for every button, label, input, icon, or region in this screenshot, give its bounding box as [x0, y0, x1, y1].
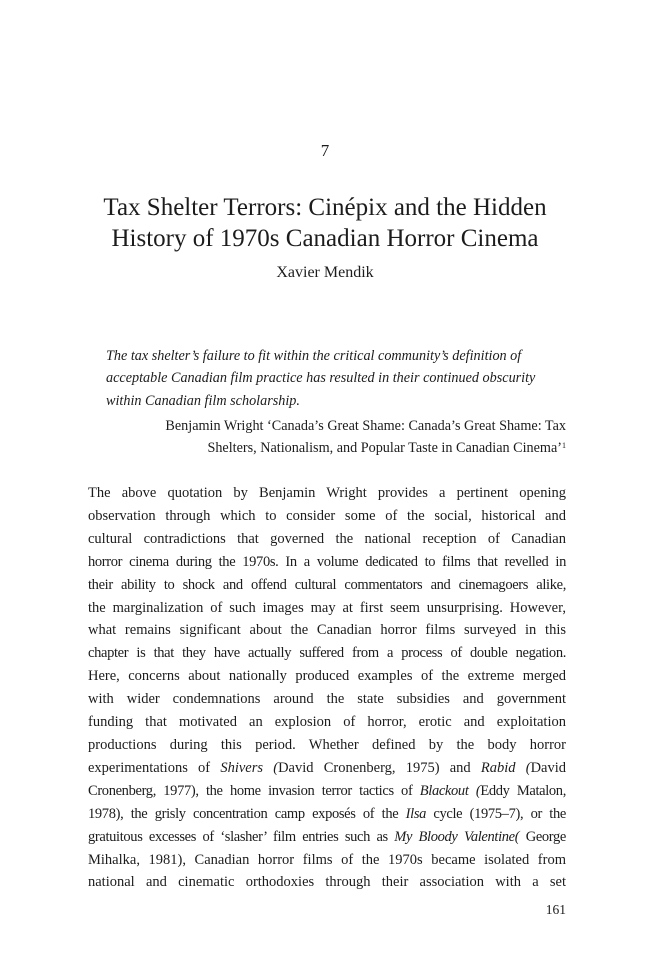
text-segment: horror cinema during the 1970s. In a volume dedicated to films that revelled in	[88, 553, 566, 570]
body-line	[88, 619, 566, 642]
epigraph-line: within Canadian film scholarship.	[106, 392, 300, 409]
page-number: 161	[545, 902, 566, 917]
chapter-number: 7	[320, 141, 330, 160]
film-title: Blackout (	[419, 782, 481, 799]
text-segment: gratuitous excesses of ‘slasher’ film entries such as	[88, 828, 395, 845]
body-text	[88, 482, 566, 894]
body-line	[88, 871, 566, 894]
body-line	[88, 665, 566, 688]
body-line	[88, 734, 566, 757]
text-segment: their ability to shock and offend cultural commentators and cinemagoers alike,	[88, 576, 566, 593]
text-segment: what remains significant about the Canadian horror films surveyed in this	[88, 622, 566, 639]
chapter-title-line-2: History of 1970s Canadian Horror Cinema	[111, 225, 539, 252]
film-title: My Bloody Valentine(	[394, 828, 520, 845]
text-segment: David Cronenberg, 1975) and	[278, 759, 481, 776]
text-segment: cultural contradictions that governed the national reception of Canadian	[88, 530, 566, 547]
attribution-text: Shelters, Nationalism, and Popular Taste in Canadian Cinema’	[207, 440, 562, 457]
text-segment: Cronenberg, 1977), the home invasion terror tactics of	[88, 782, 420, 799]
epigraph-attribution	[100, 415, 566, 460]
body-line	[88, 528, 566, 551]
body-line	[88, 551, 566, 574]
chapter-title-line-1: Tax Shelter Terrors: Cinépix and the Hidden	[103, 194, 547, 221]
footnote-marker[interactable]: 1	[562, 441, 566, 451]
text-segment: chapter is that they have actually suffered from a process of double negation.	[88, 645, 566, 662]
body-line	[88, 482, 566, 505]
epigraph	[106, 345, 576, 412]
text-segment: Mihalka, 1981), Canadian horror films of the 1970s became isolated from	[88, 851, 566, 868]
text-segment: national and cinematic orthodoxies through their association with a set	[88, 874, 566, 891]
epigraph-line: The tax shelter’s failure to fit within the critical community’s definition of	[106, 348, 522, 364]
body-line	[88, 642, 566, 665]
text-segment: productions during this period. Whether defined by the body horror	[88, 736, 566, 753]
body-line	[88, 711, 566, 734]
text-segment: Eddy Matalon,	[480, 782, 566, 799]
text-segment: the marginalization of such images may at first seem unsurprising. However,	[88, 599, 566, 616]
film-title: Shivers (	[220, 759, 279, 776]
text-segment: observation through which to consider some of the social, historical and	[88, 507, 566, 524]
text-segment: 1978), the grisly concentration camp exposés of the	[88, 805, 406, 822]
text-segment: Here, concerns about nationally produced examples of the extreme merged	[88, 668, 566, 685]
body-line	[88, 780, 566, 803]
epigraph-line: acceptable Canadian film practice has resulted in their continued obscurity	[106, 370, 536, 387]
text-segment: with wider condemnations around the state subsidies and government	[88, 691, 566, 708]
body-line	[88, 505, 566, 528]
body-line	[88, 574, 566, 597]
body-line	[88, 597, 566, 620]
body-line	[88, 803, 566, 826]
body-line	[88, 688, 566, 711]
body-line	[88, 757, 566, 780]
attribution-line: Benjamin Wright ‘Canada’s Great Shame: Canada’s Great Shame: Tax	[165, 418, 566, 434]
film-title: Ilsa	[405, 805, 427, 822]
film-title: Rabid (	[480, 759, 531, 776]
text-segment: cycle (1975–7), or the	[426, 805, 566, 822]
text-segment: experimentations of	[88, 759, 221, 776]
text-segment: The above quotation by Benjamin Wright provides a pertinent opening	[88, 485, 566, 501]
body-line	[88, 849, 566, 872]
body-line	[88, 826, 566, 849]
author-name: Xavier Mendik	[276, 264, 374, 281]
text-segment: David	[530, 759, 566, 776]
attribution-line	[100, 437, 566, 459]
text-segment: funding that motivated an explosion of horror, erotic and exploitation	[88, 714, 566, 731]
text-segment: George	[519, 828, 567, 845]
chapter-title	[60, 192, 590, 254]
